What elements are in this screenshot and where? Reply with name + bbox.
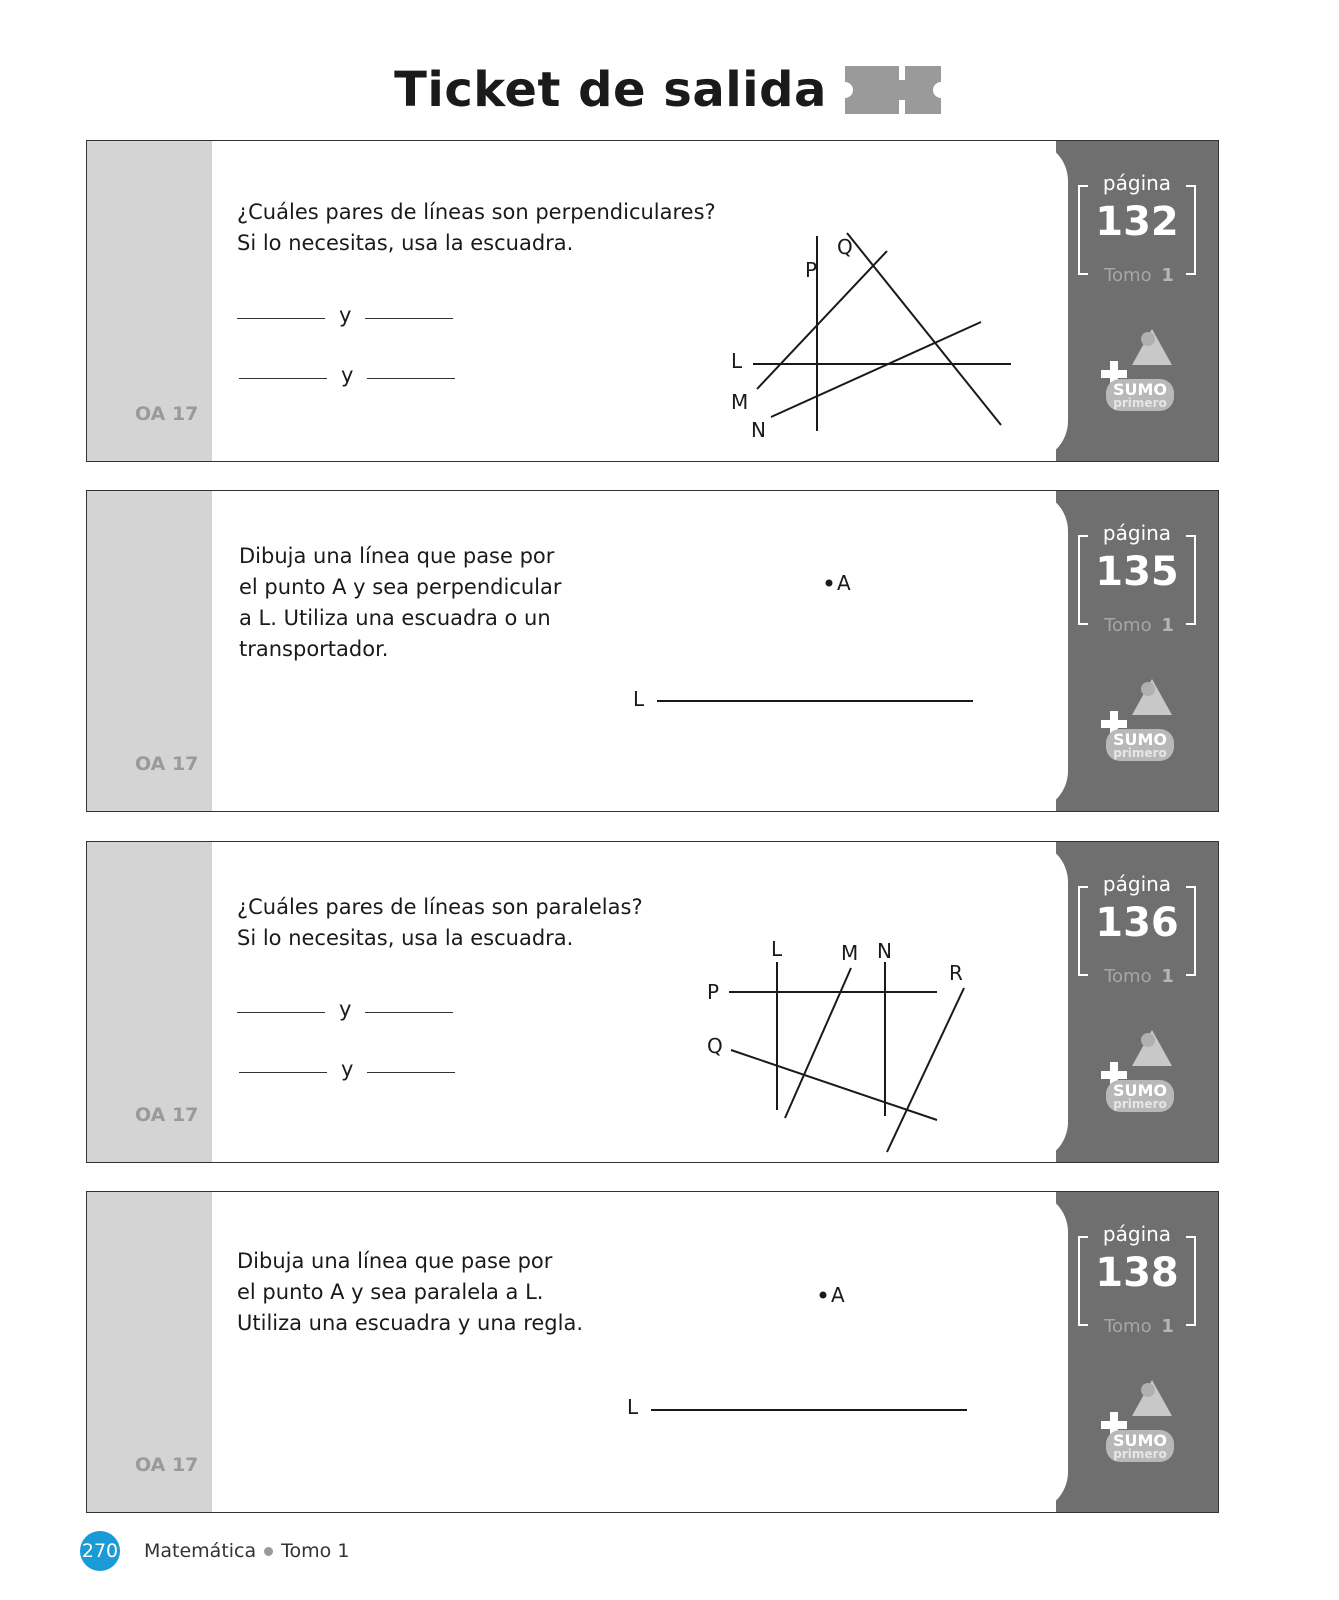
page-label: página [1099,171,1175,195]
tomo-number: 1 [1161,1316,1174,1337]
answer-connector: y [339,997,352,1021]
question-text: ¿Cuáles pares de líneas son paralelas? Si lo necesitas, usa la escuadra. [237,895,643,950]
tomo-label: Tomo [1100,615,1156,636]
line-q-diagonal [757,251,887,389]
perpendicular-drawing-area[interactable] [627,551,1007,731]
perpendicular-lines-figure [687,181,1047,442]
page-label: página [1099,872,1175,896]
answer-blank[interactable] [365,318,453,319]
card-curve [1028,491,1068,811]
sumo-primero-logo [1100,1026,1180,1116]
oa-code: OA 17 [135,403,199,425]
parallel-drawing-area[interactable] [627,1262,1007,1442]
oa-code: OA 17 [135,753,199,775]
question-text: Dibuja una línea que pase por el punto A y sea paralela a L. Utiliza una escuadra y una regla. [237,1249,583,1335]
answer-blank[interactable] [237,1012,325,1013]
answer-row-2 [239,1057,455,1081]
page-number-badge: 270 [80,1531,120,1571]
answer-connector: y [341,363,354,387]
page-footer [80,1531,349,1571]
answer-blank[interactable] [367,378,455,379]
oa-code: OA 17 [135,1454,199,1476]
page-number: 138 [1095,1250,1179,1296]
page-reference [1078,171,1196,286]
answer-blank[interactable] [367,1072,455,1073]
tomo-label: Tomo [1100,265,1156,286]
label-l: L [731,349,743,373]
answer-row-2 [239,363,455,387]
answer-row-1 [237,303,453,327]
tomo-number: 1 [1161,615,1174,636]
card-curve [1028,1192,1068,1512]
label-l: L [771,937,783,961]
label-m: M [841,941,859,965]
page-label: página [1099,521,1175,545]
exit-ticket-card-2 [86,490,1219,812]
page-reference [1078,521,1196,636]
answer-blank[interactable] [239,1072,327,1073]
ticket-icon [841,64,945,116]
exit-ticket-card-4 [86,1191,1219,1513]
label-p: P [707,980,720,1004]
logo-word-sumo: SUMO [1112,730,1168,749]
answer-blank[interactable] [365,1012,453,1013]
tomo-number: 1 [1161,966,1174,987]
page-reference [1078,1222,1196,1337]
logo-word-sumo: SUMO [1112,1081,1168,1100]
label-l: L [627,1395,639,1419]
label-q: Q [837,235,853,259]
line-r [887,988,964,1152]
line-n [771,322,981,417]
tomo-label: Tomo [1100,1316,1156,1337]
answer-row-1 [237,997,453,1021]
sumo-primero-logo [1100,325,1180,415]
page-number: 135 [1095,549,1179,595]
logo-word-primero: primero [1113,746,1167,760]
line-q [847,233,1001,425]
label-p: P [805,258,818,282]
answer-connector: y [339,303,352,327]
page-number: 136 [1095,900,1179,946]
footer-subject: Matemática [144,1540,257,1562]
card-curve [1028,842,1068,1162]
page-reference [1078,872,1196,987]
label-a: A [837,571,851,595]
line-q [731,1050,937,1120]
page-label: página [1099,1222,1175,1246]
logo-word-sumo: SUMO [1112,380,1168,399]
label-l: L [633,687,645,711]
label-m: M [731,390,749,414]
page-title [0,62,1339,118]
question-text: Dibuja una línea que pase por el punto A y sea perpendicular a L. Utiliza una escuadra o un transportador. [239,544,562,661]
footer-volume: Tomo 1 [281,1540,350,1562]
sumo-primero-logo [1100,1376,1180,1466]
exit-ticket-card-1 [86,140,1219,462]
parallel-lines-figure [687,882,987,1122]
question-text: ¿Cuáles pares de líneas son perpendiculares? Si lo necesitas, usa la escuadra. [237,200,716,255]
exit-ticket-card-3 [86,841,1219,1163]
label-q: Q [707,1034,723,1058]
tomo-number: 1 [1161,265,1174,286]
page-number: 132 [1095,199,1179,245]
sumo-primero-logo [1100,675,1180,765]
answer-connector: y [341,1057,354,1081]
logo-word-sumo: SUMO [1112,1431,1168,1450]
logo-word-primero: primero [1113,1447,1167,1461]
label-r: R [949,961,963,985]
line-m [785,968,851,1118]
logo-word-primero: primero [1113,396,1167,410]
label-n: N [877,939,892,963]
label-n: N [751,418,766,442]
label-a: A [831,1283,845,1307]
point-a [826,580,833,587]
logo-word-primero: primero [1113,1097,1167,1111]
title-text: Ticket de salida [394,62,827,118]
point-a [820,1292,827,1299]
footer-separator-dot [264,1547,273,1556]
answer-blank[interactable] [239,378,327,379]
answer-blank[interactable] [237,318,325,319]
tomo-label: Tomo [1100,966,1156,987]
oa-code: OA 17 [135,1104,199,1126]
